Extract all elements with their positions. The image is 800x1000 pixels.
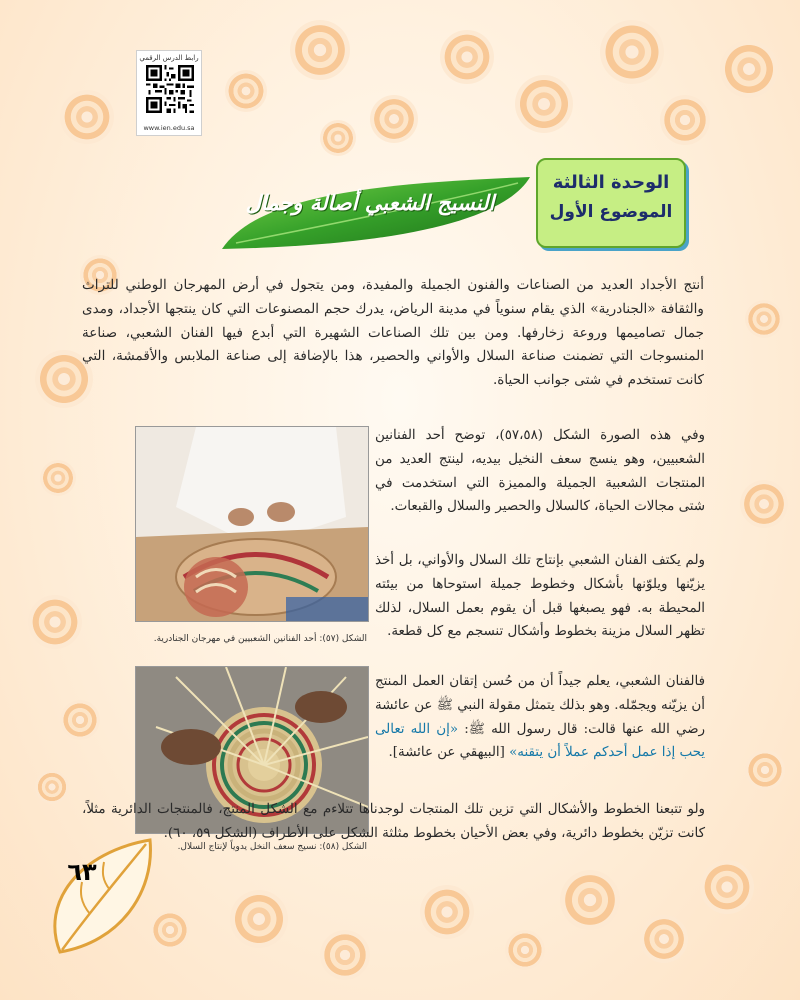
- hadith-quote: «إن الله تعالى يحب إذا عمل أحدكم عملاً أن يتقنه»: [375, 721, 705, 761]
- hadith-intro: فالفنان الشعبي، يعلم جيداً أن من حُسن إتقان العمل المنتج أن يزيّنه ويجمّله. وهو بذلك يتمثل مقولة النبي ﷺ عن عائشة رضي الله عنها قالت: قال رسول الله ﷺ:: [375, 674, 706, 737]
- qr-code-icon: [146, 65, 194, 113]
- intro-paragraph: أنتج الأجداد العديد من الصناعات والفنون الجميلة والمفيدة، ومن يتجول في أرض المهرجان الوطني للتراث والثقافة «الجنادرية» الذي يقام سنوياً في مدينة الرياض، يدرك حجم المصنوعات التي كان ينتجها الأجداد، ومدى جمال تصاميمها وروعة زخارفها. ومن بين تلك الصناعات الشهيرة التي أبدع فيها الفنان الشعبي، صناعة المنسوجات التي تضمنت صناعة السلال والأواني والحصير، هذا بالإضافة إلى صناعة الملابس والأقمشة، التي كانت تستخدم في شتى جوانب الحياة.: [82, 277, 704, 389]
- weaver-photo-illustration: [136, 427, 368, 621]
- topic-label: الموضوع الأول: [549, 202, 673, 222]
- unit-badge: [536, 158, 686, 248]
- hadith-source: [البيهقي عن عائشة].: [388, 745, 510, 761]
- lesson-title: النسيج الشعبي أصالة وجمال: [245, 191, 495, 215]
- unit-label: الوحدة الثالثة: [552, 172, 670, 193]
- lines-shapes-paragraph: ولو تتبعنا الخطوط والأشكال التي تزين تلك المنتجات لوجدناها تتلاءم مع الشكل المنتج، فالمنتجات الدائرية مثلاً، كانت تزيّن بخطوط دائرية، وفي بعض الأحيان بخطوط مثلثة الشكل على الأطراف (الشكل ٥٩، ٦٠).: [82, 802, 705, 841]
- qr-url: www.ien.edu.sa: [143, 124, 195, 132]
- figure-57-photo: [135, 426, 369, 622]
- figures-description-paragraph: وفي هذه الصورة الشكل (٥٧،٥٨)، توضح أحد الفنانين الشعبيين، وهو ينسج سعف النخيل بيديه، لينتج العديد من المنتجات الشعبية الجميلة والمميزة التي استخدمت في شتى مجالات الحياة، كالسلال والحصير والسلال والقبعات.: [375, 428, 705, 515]
- decoration-paragraph: ولم يكتف الفنان الشعبي بإنتاج تلك السلال والأواني، بل أخذ يزيّنها ويلوّنها بأشكال وخطوط جميلة استوحاها من بيئته المحيطة به. فهو يصبغها قبل أن يقوم بعمل السلال، لذلك تظهر السلال مزينة بخطوط وأشكال تنسجم مع كل قطعة.: [375, 553, 705, 640]
- page-number: ٦٣: [67, 858, 97, 886]
- qr-label: رابط الدرس الرقمي: [139, 54, 199, 62]
- figure-58-caption: الشكل (٥٨): نسيج سعف النخل يدوياً لإنتاج السلال.: [177, 842, 367, 852]
- figure-57-caption: الشكل (٥٧): أحد الفنانين الشعبيين في مهرجان الجنادرية.: [153, 634, 367, 644]
- hadith-paragraph: [375, 670, 705, 765]
- digital-lesson-qr[interactable]: [136, 50, 202, 136]
- leaf-decoration-icon: [40, 832, 160, 962]
